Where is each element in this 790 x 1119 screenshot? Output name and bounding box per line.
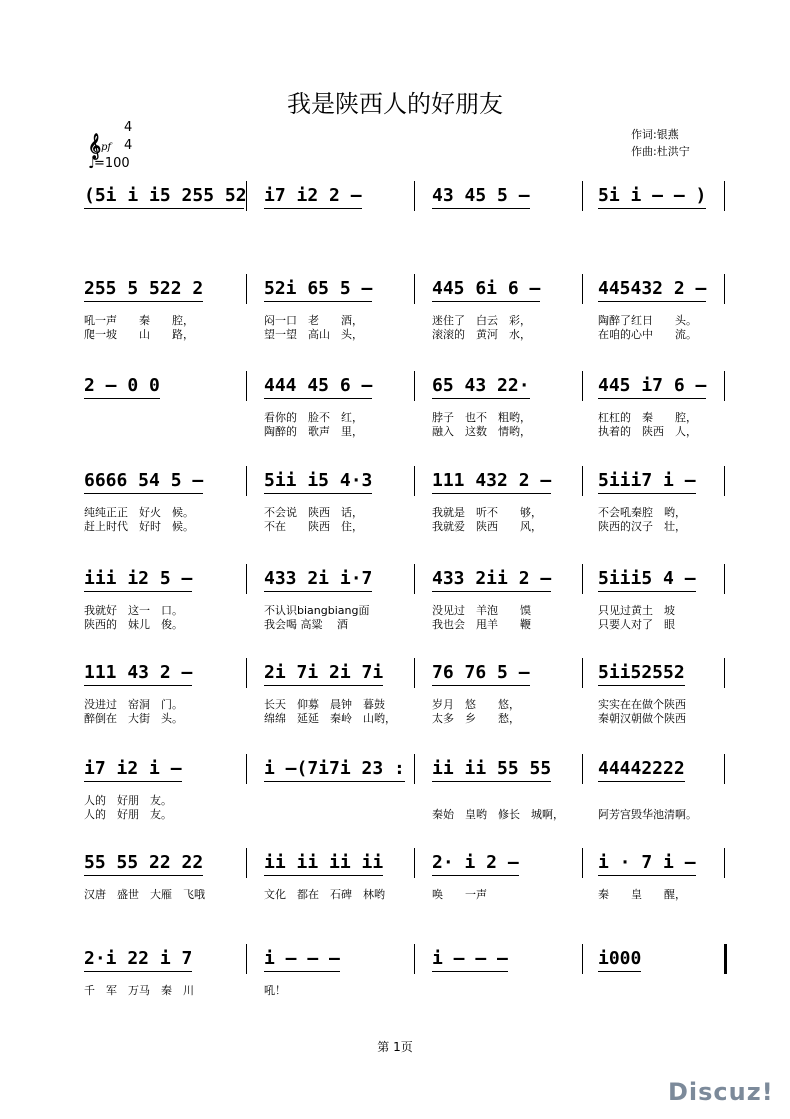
song-title: 我是陕西人的好朋友 (287, 90, 503, 118)
barline (724, 564, 725, 594)
lyric-verse-2: 融入 这数 情哟， (432, 425, 531, 438)
lyric-verse-2: 在咱的心中 流。 (598, 328, 697, 341)
measure (432, 365, 602, 443)
barline (724, 754, 725, 784)
score-row (0, 460, 790, 540)
lyric-verse-2: 秦朝汉朝做个陕西 (598, 712, 686, 725)
barline (414, 564, 415, 594)
measure-notes: ii ii ii ii (264, 852, 384, 873)
beam-line (598, 781, 685, 782)
barline (582, 754, 583, 784)
time-signature-top: 4 (124, 120, 133, 135)
barline (724, 274, 725, 304)
measure (264, 842, 434, 920)
score-row (0, 268, 790, 348)
measure-notes: 2· i 2 – (432, 852, 519, 873)
measure-notes: 2i 7i 2i 7i (264, 662, 384, 683)
lyric-verse-1: 不会说 陕西 话， (264, 506, 363, 519)
barline (582, 181, 583, 211)
measure (598, 652, 768, 730)
score-row (0, 652, 790, 732)
clef-icon: 𝄞 (88, 134, 102, 159)
beam-line (598, 875, 696, 876)
barline (724, 371, 725, 401)
lyric-verse-1: 千 军 万马 秦 川 (84, 984, 194, 997)
lyric-verse-1: 只见过黄土 坡 (598, 604, 675, 617)
lyric-verse-2: 滚滚的 黄河 水， (432, 328, 531, 341)
barline (414, 274, 415, 304)
barline (414, 658, 415, 688)
lyric-verse-1: 我就是 听不 够， (432, 506, 542, 519)
lyric-verse-2: 望一望 高山 头， (264, 328, 363, 341)
barline (414, 848, 415, 878)
lyric-verse-1: 闷一口 老 酒， (264, 314, 363, 327)
final-barline (724, 944, 727, 974)
beam-line (264, 971, 340, 972)
measure-notes: i7 i2 i – (84, 758, 182, 779)
barline (724, 466, 725, 496)
beam-line (598, 591, 696, 592)
measure-notes: 111 432 2 – (432, 470, 552, 491)
measure-notes: ii ii 55 55 (432, 758, 552, 779)
page-number: 第 1页 (377, 1040, 413, 1054)
score-row (0, 365, 790, 445)
lyric-verse-1: 迷住了 白云 彩， (432, 314, 531, 327)
beam-line (264, 208, 362, 209)
measure-notes: 5i i – – ) (598, 185, 707, 206)
measure-notes: 255 5 522 2 (84, 278, 204, 299)
tempo-mark: =100 (94, 156, 130, 171)
time-signature-bottom: 4 (124, 138, 133, 153)
beam-line (598, 301, 706, 302)
barline (582, 658, 583, 688)
beam-line (264, 781, 405, 782)
lyric-verse-1: 陶醉了红日 头。 (598, 314, 697, 327)
measure-notes: 76 76 5 – (432, 662, 530, 683)
measure-notes: 55 55 22 22 (84, 852, 204, 873)
beam-line (84, 301, 203, 302)
lyric-verse-1: 人的 好朋 友。 (84, 794, 172, 807)
measure-notes: 5ii i5 4·3 (264, 470, 373, 491)
measure (84, 365, 254, 443)
measure-notes: 44442222 (598, 758, 685, 779)
lyric-verse-2: 我会喝 高粱 酒 (264, 618, 348, 631)
measure-notes: 5ii52552 (598, 662, 685, 683)
barline (414, 371, 415, 401)
watermark: Discuz! (668, 1078, 774, 1106)
score-row (0, 175, 790, 255)
measure (432, 748, 602, 826)
lyric-verse-2: 人的 好朋 友。 (84, 808, 172, 821)
measure (84, 558, 254, 636)
beam-line (432, 493, 551, 494)
measure (432, 938, 602, 1016)
dynamic-mark: pf (101, 142, 112, 153)
measure-notes: 2·i 22 i 7 (84, 948, 193, 969)
measure (264, 460, 434, 538)
measure (598, 938, 768, 1016)
measure-notes: 6666 54 5 – (84, 470, 204, 491)
measure (264, 652, 434, 730)
lyric-verse-2: 阿芳宫毁华池清啊。 (598, 808, 697, 821)
lyric-verse-1: 文化 都在 石碑 林哟 (264, 888, 385, 901)
beam-line (432, 685, 530, 686)
measure (264, 365, 434, 443)
beam-line (84, 208, 244, 209)
beam-line (264, 685, 383, 686)
measure-notes: i7 i2 2 – (264, 185, 362, 206)
measure (432, 175, 602, 253)
lyric-verse-2: 陕西的 妹儿 俊。 (84, 618, 183, 631)
measure (598, 842, 768, 920)
beam-line (598, 398, 706, 399)
barline (246, 181, 247, 211)
lyric-verse-2: 秦始 皇哟 修长 城啊， (432, 808, 564, 821)
lyric-verse-1: 看你的 脸不 红， (264, 411, 363, 424)
beam-line (598, 493, 696, 494)
barline (724, 848, 725, 878)
lyric-verse-2: 我就爱 陕西 风， (432, 520, 542, 533)
beam-line (84, 685, 192, 686)
measure (264, 175, 434, 253)
beam-line (264, 301, 372, 302)
lyric-verse-2: 醉倒在 大街 头。 (84, 712, 183, 725)
lyric-verse-1: 长天 仰募 晨钟 暮鼓 (264, 698, 385, 711)
measure-notes: 445432 2 – (598, 278, 707, 299)
barline (246, 658, 247, 688)
lyric-verse-2: 爬一坡 山 路， (84, 328, 194, 341)
lyric-verse-2: 不在 陕西 住， (264, 520, 363, 533)
lyric-verse-2: 执着的 陕西 人， (598, 425, 697, 438)
measure (84, 842, 254, 920)
barline (582, 466, 583, 496)
lyric-verse-2: 赶上时代 好时 候。 (84, 520, 194, 533)
score-row (0, 748, 790, 828)
beam-line (84, 398, 160, 399)
beam-line (598, 208, 706, 209)
lyric-verse-1: 不会吼秦腔 哟， (598, 506, 686, 519)
beam-line (598, 971, 641, 972)
measure (84, 175, 254, 253)
lyric-verse-1: 杠杠的 秦 腔， (598, 411, 697, 424)
lyric-verse-1: 吼一声 秦 腔， (84, 314, 194, 327)
beam-line (432, 301, 540, 302)
barline (246, 274, 247, 304)
beam-line (432, 591, 551, 592)
measure (598, 558, 768, 636)
quarter-note-icon: ♩ (88, 154, 96, 172)
barline (582, 564, 583, 594)
barline (582, 944, 583, 974)
measure (84, 652, 254, 730)
measure-notes: 111 43 2 – (84, 662, 193, 683)
measure-notes: i – – – (432, 948, 508, 969)
lyric-verse-1: 岁月 悠 悠， (432, 698, 520, 711)
lyric-verse-1: 实实在在做个陕西 (598, 698, 686, 711)
barline (724, 181, 725, 211)
barline (246, 848, 247, 878)
score-row (0, 558, 790, 638)
barline (414, 181, 415, 211)
measure-notes: 445 6i 6 – (432, 278, 541, 299)
barline (582, 848, 583, 878)
lyric-verse-1: 脖子 也不 粗哟， (432, 411, 531, 424)
measure-notes: (5i i i5 255 52 (84, 185, 247, 206)
score-row (0, 842, 790, 922)
measure (598, 460, 768, 538)
beam-line (598, 685, 685, 686)
lyric-verse-2: 我也会 甩羊 鞭 (432, 618, 531, 631)
measure-notes: 444 45 6 – (264, 375, 373, 396)
lyric-verse-1: 唤 一声 (432, 888, 487, 901)
barline (246, 466, 247, 496)
beam-line (432, 398, 530, 399)
measure (84, 460, 254, 538)
beam-line (264, 493, 372, 494)
score-row (0, 938, 790, 1018)
lyric-verse-1: 汉唐 盛世 大雁 飞哦 (84, 888, 205, 901)
measure (84, 268, 254, 346)
measure (264, 558, 434, 636)
lyric-verse-1: 秦 皇 醒， (598, 888, 686, 901)
beam-line (84, 875, 203, 876)
measure-notes: 433 2i i·7 (264, 568, 373, 589)
measure-notes: 5iii7 i – (598, 470, 696, 491)
barline (724, 658, 725, 688)
measure (432, 652, 602, 730)
lyricist: 作词:银燕 (631, 128, 679, 141)
measure (432, 460, 602, 538)
lyric-verse-1: 纯纯正正 好火 候。 (84, 506, 194, 519)
measure-notes: 2 – 0 0 (84, 375, 160, 396)
measure (84, 938, 254, 1016)
lyric-verse-2: 陶醉的 歌声 里， (264, 425, 363, 438)
measure-notes: 65 43 22· (432, 375, 530, 396)
measure-notes: i –(7i7i 23 : (264, 758, 405, 779)
measure-notes: 433 2ii 2 – (432, 568, 552, 589)
measure-notes: i000 (598, 948, 642, 969)
measure (598, 365, 768, 443)
beam-line (432, 875, 519, 876)
beam-line (84, 493, 203, 494)
measure-notes: 43 45 5 – (432, 185, 530, 206)
barline (582, 371, 583, 401)
measure (432, 842, 602, 920)
lyric-verse-1: 没进过 窑洞 门。 (84, 698, 183, 711)
measure-notes: 445 i7 6 – (598, 375, 707, 396)
barline (414, 466, 415, 496)
measure (598, 748, 768, 826)
beam-line (264, 398, 372, 399)
beam-line (84, 971, 192, 972)
beam-line (432, 208, 530, 209)
barline (582, 274, 583, 304)
lyric-verse-2: 太多 乡 愁， (432, 712, 520, 725)
beam-line (264, 875, 383, 876)
lyric-verse-1: 吼！ (264, 984, 286, 997)
barline (246, 564, 247, 594)
barline (246, 944, 247, 974)
measure-notes: 52i 65 5 – (264, 278, 373, 299)
barline (414, 944, 415, 974)
beam-line (264, 591, 372, 592)
barline (246, 754, 247, 784)
measure-notes: i · 7 i – (598, 852, 696, 873)
measure (264, 938, 434, 1016)
barline (246, 371, 247, 401)
lyric-verse-1: 不认识biangbiang面 (264, 604, 370, 617)
beam-line (84, 591, 192, 592)
measure-notes: 5iii5 4 – (598, 568, 696, 589)
measure (432, 558, 602, 636)
measure (264, 268, 434, 346)
beam-line (84, 781, 182, 782)
measure (598, 175, 768, 253)
lyric-verse-2: 绵绵 延延 秦岭 山哟， (264, 712, 396, 725)
measure-notes: i – – – (264, 948, 340, 969)
lyric-verse-2: 陕西的汉子 壮， (598, 520, 686, 533)
measure (432, 268, 602, 346)
measure (84, 748, 254, 826)
lyric-verse-2: 只要人对了 眼 (598, 618, 675, 631)
measure-notes: iii i2 5 – (84, 568, 193, 589)
measure (598, 268, 768, 346)
barline (414, 754, 415, 784)
composer: 作曲:杜洪宁 (631, 145, 690, 158)
beam-line (432, 971, 508, 972)
measure (264, 748, 434, 826)
lyric-verse-1: 没见过 羊泡 馍 (432, 604, 531, 617)
beam-line (432, 781, 551, 782)
lyric-verse-1: 我就好 这一 口。 (84, 604, 183, 617)
